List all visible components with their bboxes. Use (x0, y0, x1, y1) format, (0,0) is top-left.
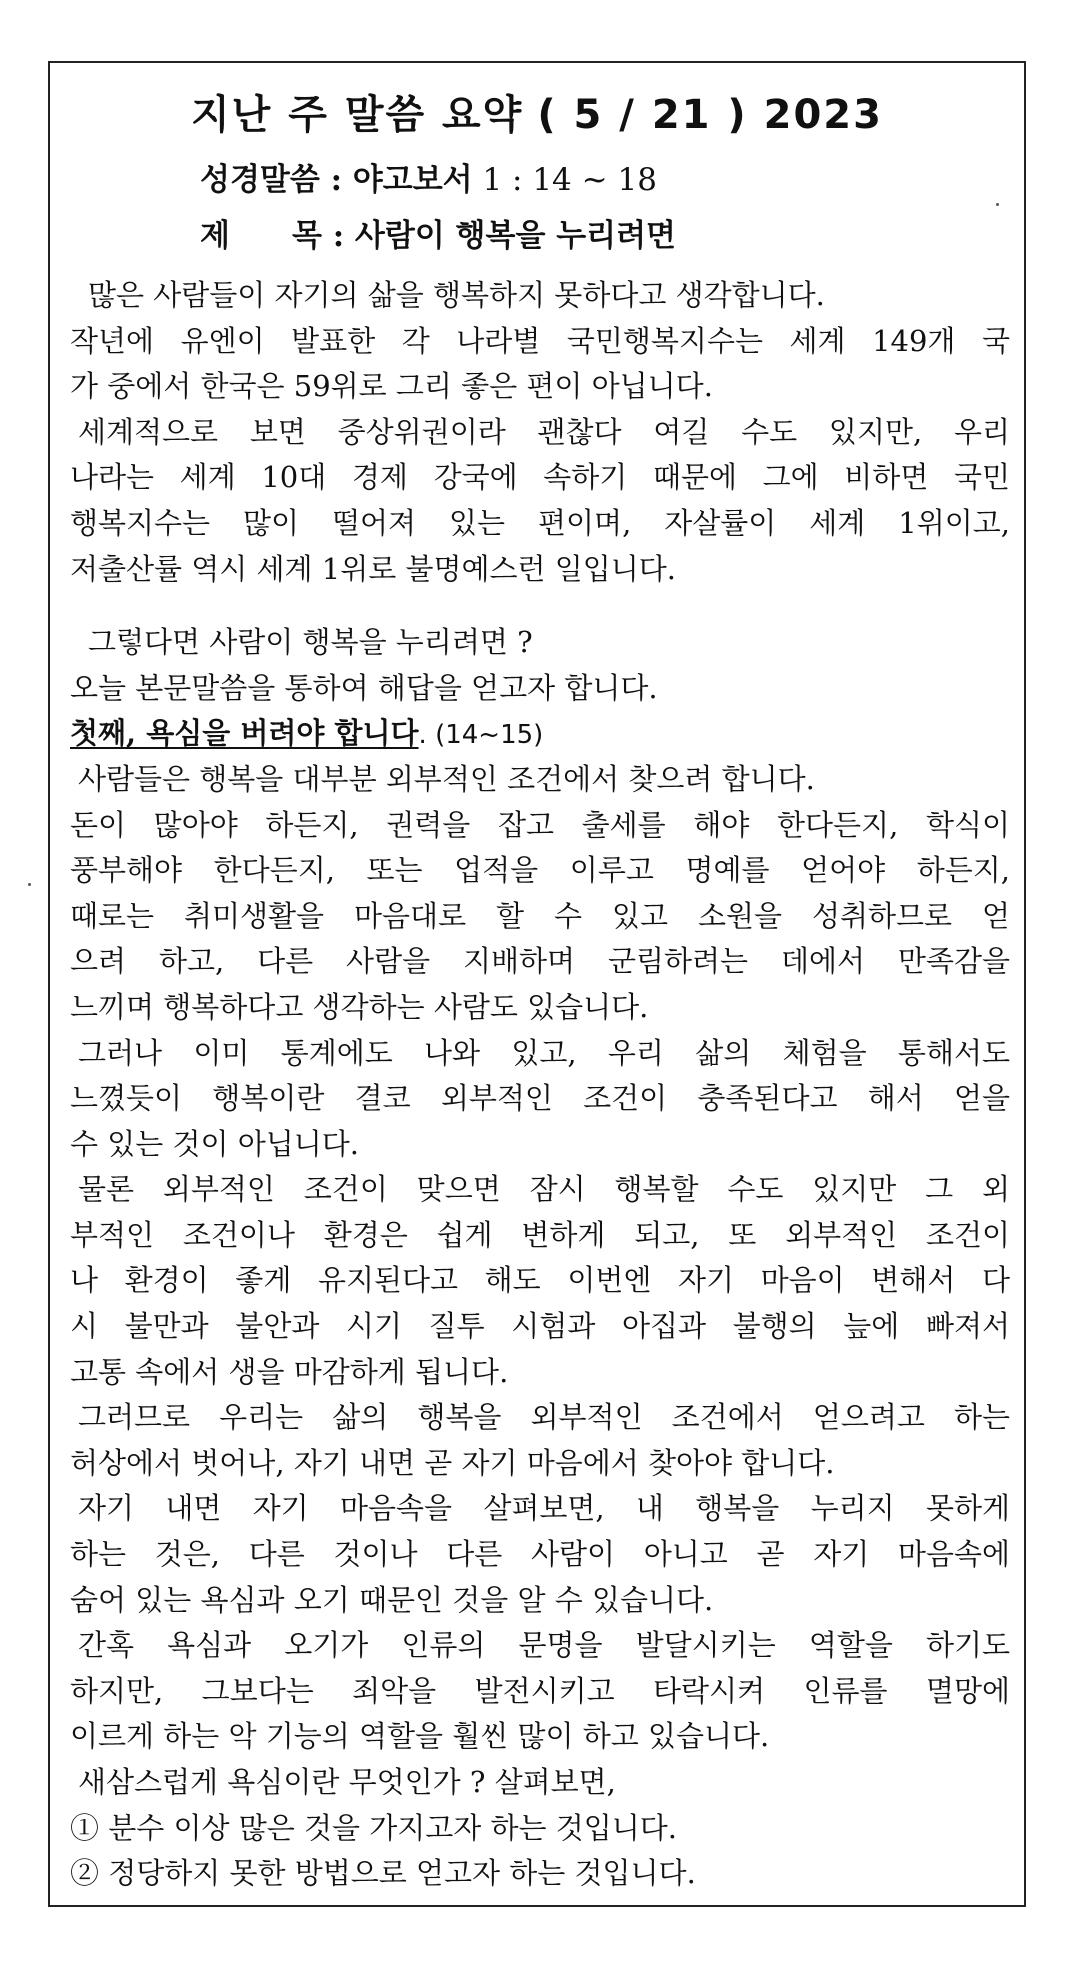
para5-line3: 수 있는 것이 아닙니다. (70, 1126, 359, 1161)
para4-line6: 느끼며 행복하다고 생각하는 사람도 있습니다. (70, 989, 649, 1024)
sermon-subject (200, 210, 676, 255)
para4-line2: 돈이 많아야 하든지, 권력을 잡고 출세를 해야 한다든지, 학식이 (70, 807, 1010, 842)
para7-line1: 그러므로 우리는 삶의 행복을 외부적인 조건에서 얻으려고 하는 (78, 1400, 1010, 1435)
para5-line2: 느꼈듯이 행복이란 결코 외부적인 조건이 충족된다고 해서 얻을 (70, 1081, 1010, 1116)
scan-speck (28, 883, 31, 886)
para2-line4: 저출산률 역시 세계 1위로 불명예스런 일입니다. (70, 551, 677, 586)
para4-line4: 때로는 취미생활을 마음대로 할 수 있고 소원을 성취하므로 얻 (70, 898, 1010, 933)
para1-line3: 가 중에서 한국은 59위로 그리 좋은 편이 아닙니다. (70, 369, 713, 404)
para6-line4: 시 불만과 불안과 시기 질투 시험과 아집과 불행의 늪에 빠져서 (70, 1309, 1010, 1344)
para4-line1: 사람들은 행복을 대부분 외부적인 조건에서 찾으려 합니다. (78, 761, 815, 796)
title-text: 지난 주 말씀 요약 (191, 91, 524, 138)
point1-heading: 첫째, 욕심을 버려야 합니다 (70, 716, 419, 751)
definition-item-1: ① 분수 이상 많은 것을 가지고자 하는 것입니다. (70, 1810, 677, 1845)
para3-line1: 그렇다면 사람이 행복을 누리려면 ? (88, 625, 533, 660)
para8-line3: 숨어 있는 욕심과 오기 때문인 것을 알 수 있습니다. (70, 1582, 714, 1617)
subject-label-first: 제 (200, 218, 230, 254)
para6-line5: 고통 속에서 생을 마감하게 됩니다. (70, 1354, 509, 1389)
scripture-label: 성경말씀 : 야고보서 (200, 162, 473, 198)
para8-line2: 하는 것은, 다른 것이나 다른 사람이 아니고 곧 자기 마음속에 (70, 1537, 1010, 1572)
point1-verse-range: . (14~15) (418, 720, 544, 751)
para6-line2: 부적인 조건이나 환경은 쉽게 변하게 되고, 또 외부적인 조건이 (70, 1217, 1010, 1252)
subject-label-rest: 목 : 사람이 행복을 누리려면 (291, 218, 676, 254)
scripture-verses: 1 : 14 ~ 18 (472, 162, 657, 198)
para2-line1: 세계적으로 보면 중상위권이라 괜찮다 여길 수도 있지만, 우리 (78, 414, 1010, 449)
para5-line1: 그러나 이미 통계에도 나와 있고, 우리 삶의 체험을 통해서도 (78, 1035, 1010, 1070)
para6-line3: 나 환경이 좋게 유지된다고 해도 이번엔 자기 마음이 변해서 다 (70, 1263, 1010, 1298)
definition-item-2: ② 정당하지 못한 방법으로 얻고자 하는 것입니다. (70, 1856, 696, 1891)
para4-line5: 으려 하고, 다른 사람을 지배하며 군림하려는 데에서 만족감을 (70, 944, 1010, 979)
para6-line1: 물론 외부적인 조건이 맞으면 잠시 행복할 수도 있지만 그 외 (78, 1172, 1010, 1207)
para4-line3: 풍부해야 한다든지, 또는 업적을 이루고 명예를 얻어야 하든지, (70, 853, 1010, 888)
para9-line1: 간혹 욕심과 오기가 인류의 문명을 발달시키는 역할을 하기도 (78, 1628, 1010, 1663)
sermon-summary-sheet (48, 61, 1026, 1907)
para10-line1: 새삼스럽게 욕심이란 무엇인가 ? 살펴보면, (78, 1765, 616, 1799)
para2-line2: 나라는 세계 10대 경제 강국에 속하기 때문에 그에 비하면 국민 (70, 460, 1010, 495)
para8-line1: 자기 내면 자기 마음속을 살펴보면, 내 행복을 누리지 못하게 (78, 1491, 1010, 1526)
sermon-body (70, 273, 1010, 1897)
point1-line (70, 711, 1010, 757)
sermon-date: ( 5 / 21 ) 2023 (537, 92, 883, 138)
para1-line1: 많은 사람들이 자기의 삶을 행복하지 못하다고 생각합니다. (88, 278, 825, 312)
para1-line2: 작년에 유엔이 발표한 각 나라별 국민행복지수는 세계 149개 국 (70, 323, 1010, 358)
scripture-reference (200, 154, 657, 199)
page-title (50, 83, 1024, 140)
paragraph-gap (70, 592, 1010, 620)
para3-line2: 오늘 본문말씀을 통하여 해답을 얻고자 합니다. (70, 670, 658, 705)
para7-line2: 허상에서 벗어나, 자기 내면 곧 자기 마음에서 찾아야 합니다. (70, 1445, 835, 1480)
para9-line2: 하지만, 그보다는 죄악을 발전시키고 타락시켜 인류를 멸망에 (70, 1673, 1010, 1708)
para2-line3: 행복지수는 많이 떨어져 있는 편이며, 자살률이 세계 1위이고, (70, 505, 1010, 540)
para9-line3: 이르게 하는 악 기능의 역할을 훨씬 많이 하고 있습니다. (70, 1719, 770, 1754)
